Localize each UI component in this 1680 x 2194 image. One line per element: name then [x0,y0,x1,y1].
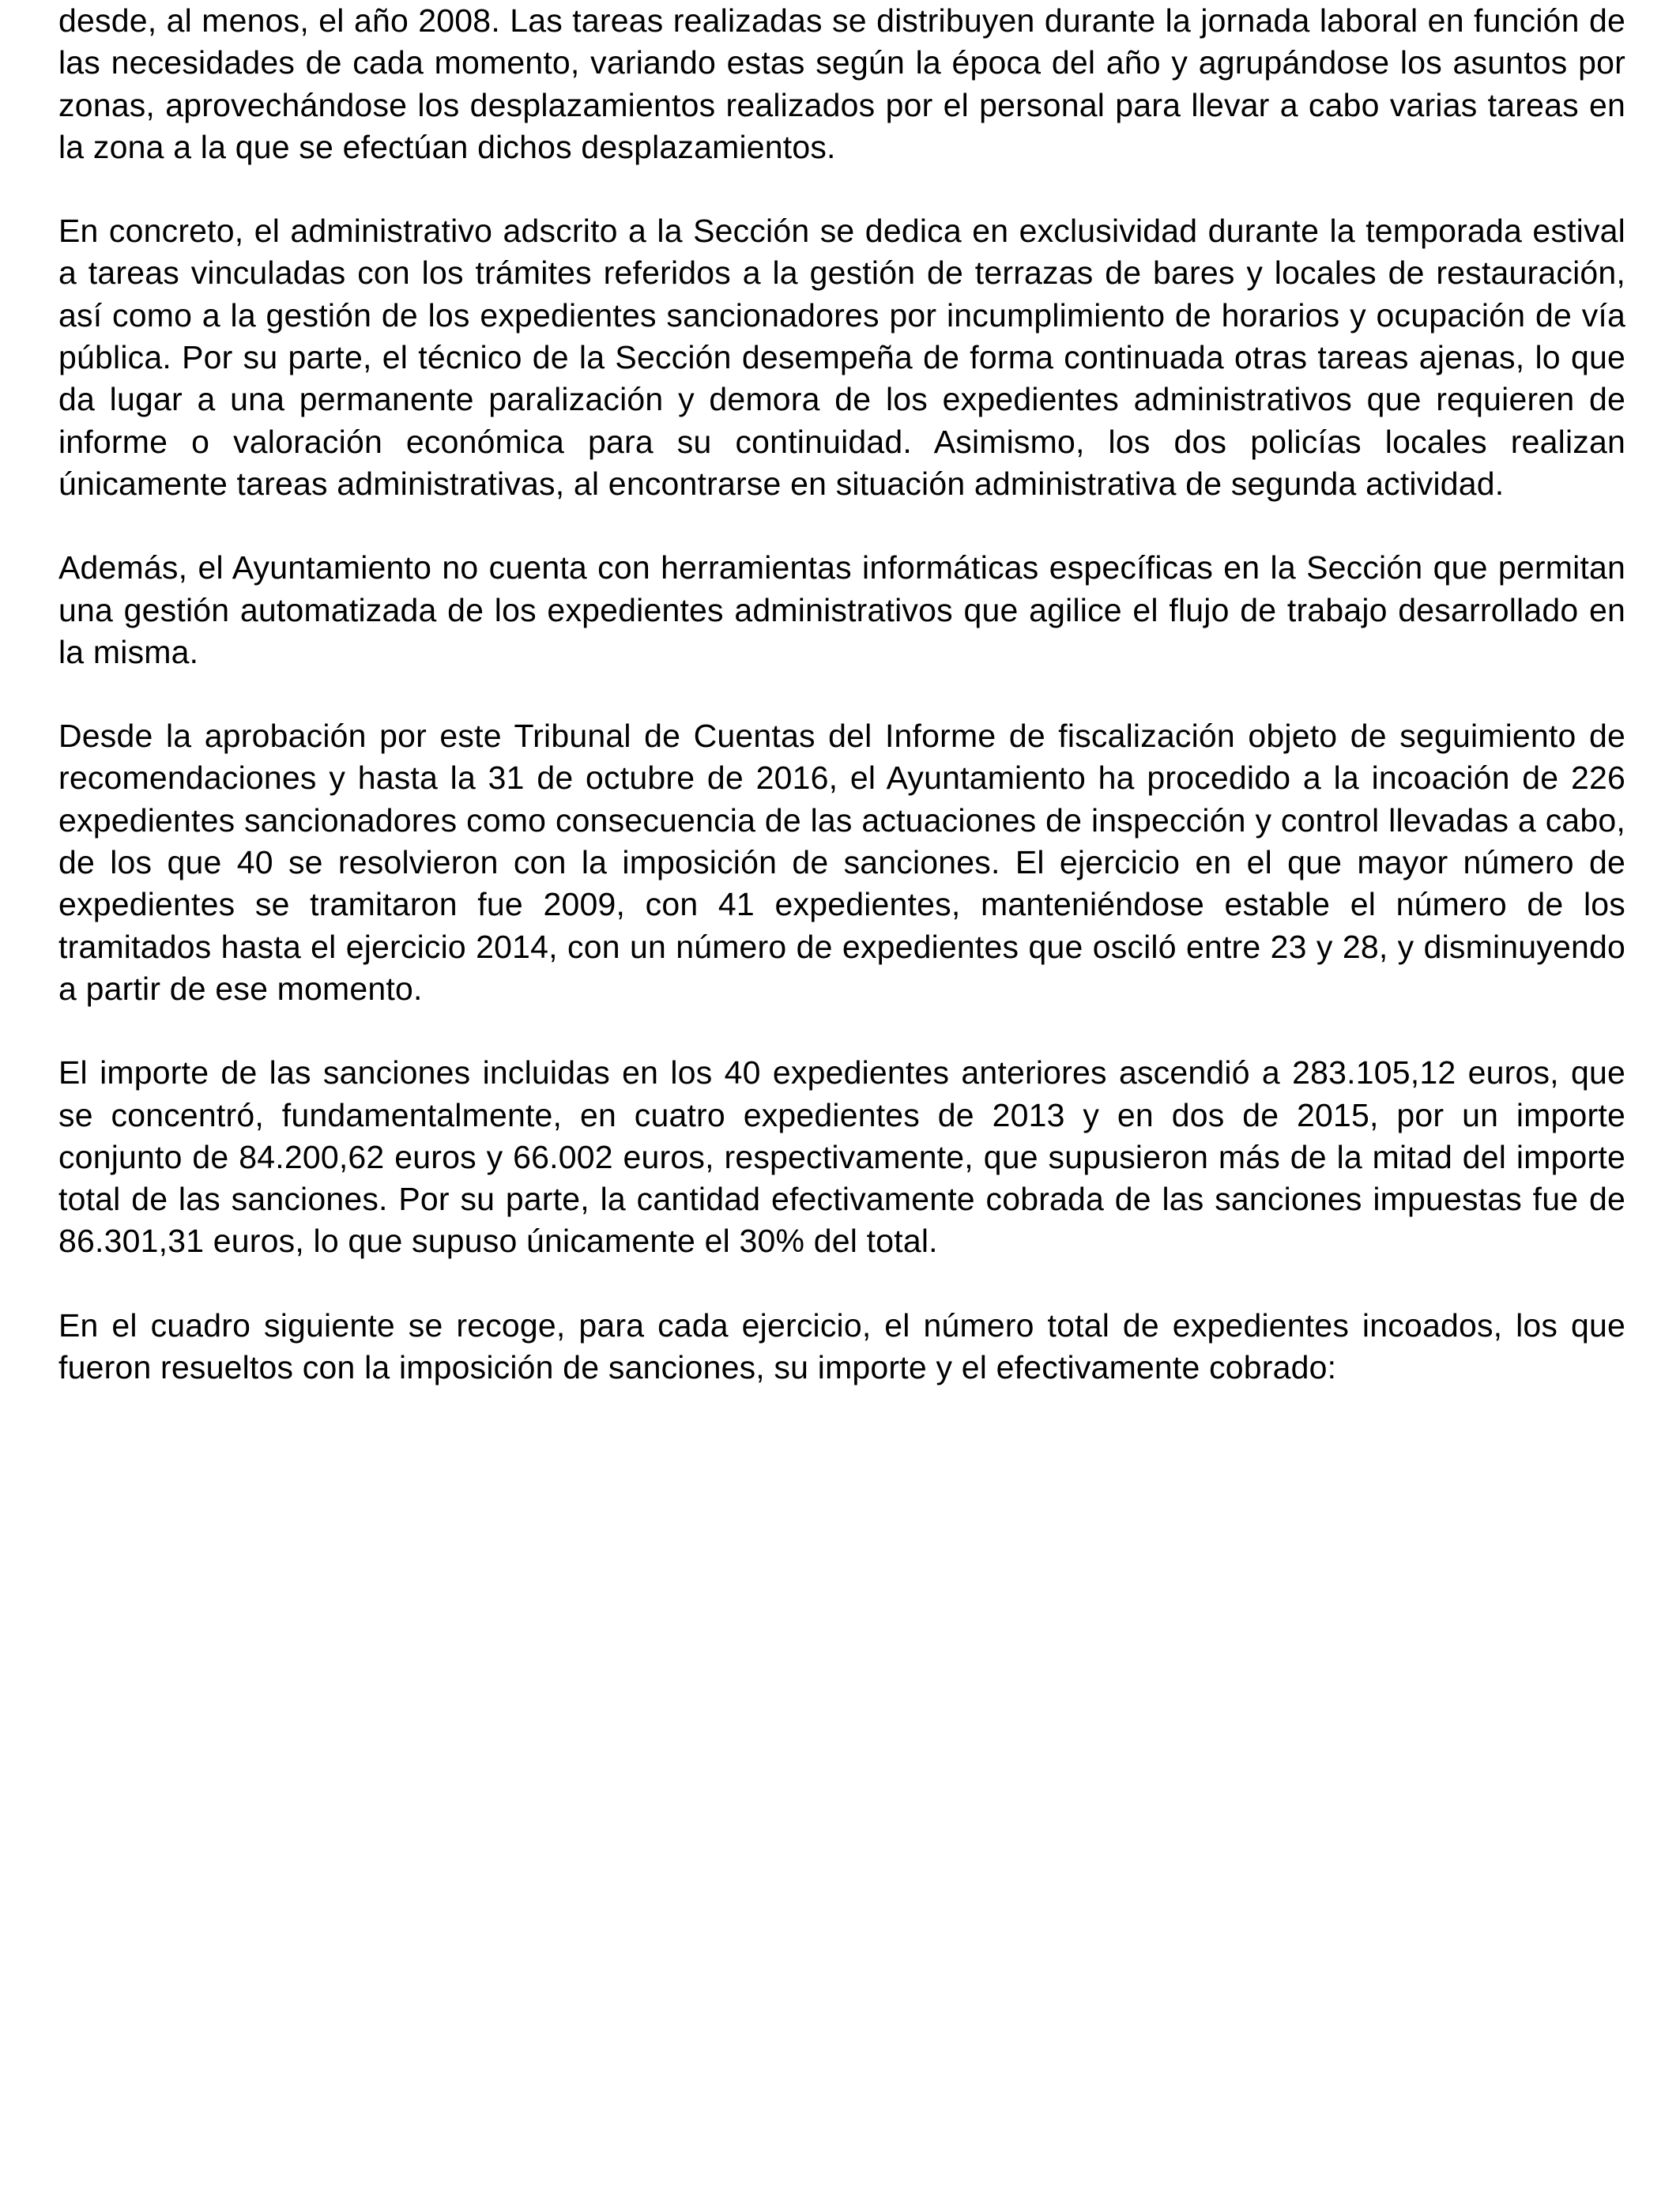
paragraph-sanction-proceedings: Desde la aprobación por este Tribunal de Cuentas del Informe de fiscalización objeto de seguimiento de recomendaciones y hasta la 31 de octubre de 2016, el Ayuntamiento ha procedido a la incoación de 226 expedientes sancionadores como consecuencia de las actuaciones de inspección y control llevadas a cabo, de los que 40 se resolvieron con la imposición de sanciones. El ejercicio en el que mayor número de expedientes se tramitaron fue 2009, con 41 expedientes, manteniéndose estable el número de los tramitados hasta el ejercicio 2014, con un número de expedientes que osciló entre 23 y 28, y disminuyendo a partir de ese momento. [58,718,1625,1007]
paragraph-it-tools: Además, el Ayuntamiento no cuenta con herramientas informáticas específicas en la Sección que permitan una gestión automatizada de los expedientes administrativos que agilice el flujo de trabajo desarrollado en la misma. [58,549,1625,670]
paragraph-staff-tasks: En concreto, el administrativo adscrito a la Sección se dedica en exclusividad durante la temporada estival a tareas vinculadas con los trámites referidos a la gestión de terrazas de bares y locales de restauración, así como a la gestión de los expedientes sancionadores por incumplimiento de horarios y ocupación de vía pública. Por su parte, el técnico de la Sección desempeña de forma continuada otras tareas ajenas, lo que da lugar a una permanente paralización y demora de los expedientes administrativos que requieren de informe o valoración económica para su continuidad. Asimismo, los dos policías locales realizan únicamente tareas administrativas, al encontrarse en situación administrativa de segunda actividad. [58,213,1625,502]
document-page [58,0,1625,1431]
paragraph-sanction-amounts: El importe de las sanciones incluidas en los 40 expedientes anteriores ascendió a 283.105,12 euros, que se concentró, fundamentalmente, en cuatro expedientes de 2013 y en dos de 2015, por un importe conjunto de 84.200,62 euros y 66.002 euros, respectivamente, que supusieron más de la mitad del importe total de las sanciones. Por su parte, la cantidad efectivamente cobrada de las sanciones impuestas fue de 86.301,31 euros, lo que supuso únicamente el 30% del total. [58,1054,1625,1260]
paragraph-workload-distribution: desde, al menos, el año 2008. Las tareas realizadas se distribuyen durante la jornada laboral en función de las necesidades de cada momento, variando estas según la época del año y agrupándose los asuntos por zonas, aprovechándose los desplazamientos realizados por el personal para llevar a cabo varias tareas en la zona a la que se efectúan dichos desplazamientos. [58,2,1625,165]
paragraph-table-intro: En el cuadro siguiente se recoge, para cada ejercicio, el número total de expedientes incoados, los que fueron resueltos con la imposición de sanciones, su importe y el efectivamente cobrado: [58,1306,1625,1386]
